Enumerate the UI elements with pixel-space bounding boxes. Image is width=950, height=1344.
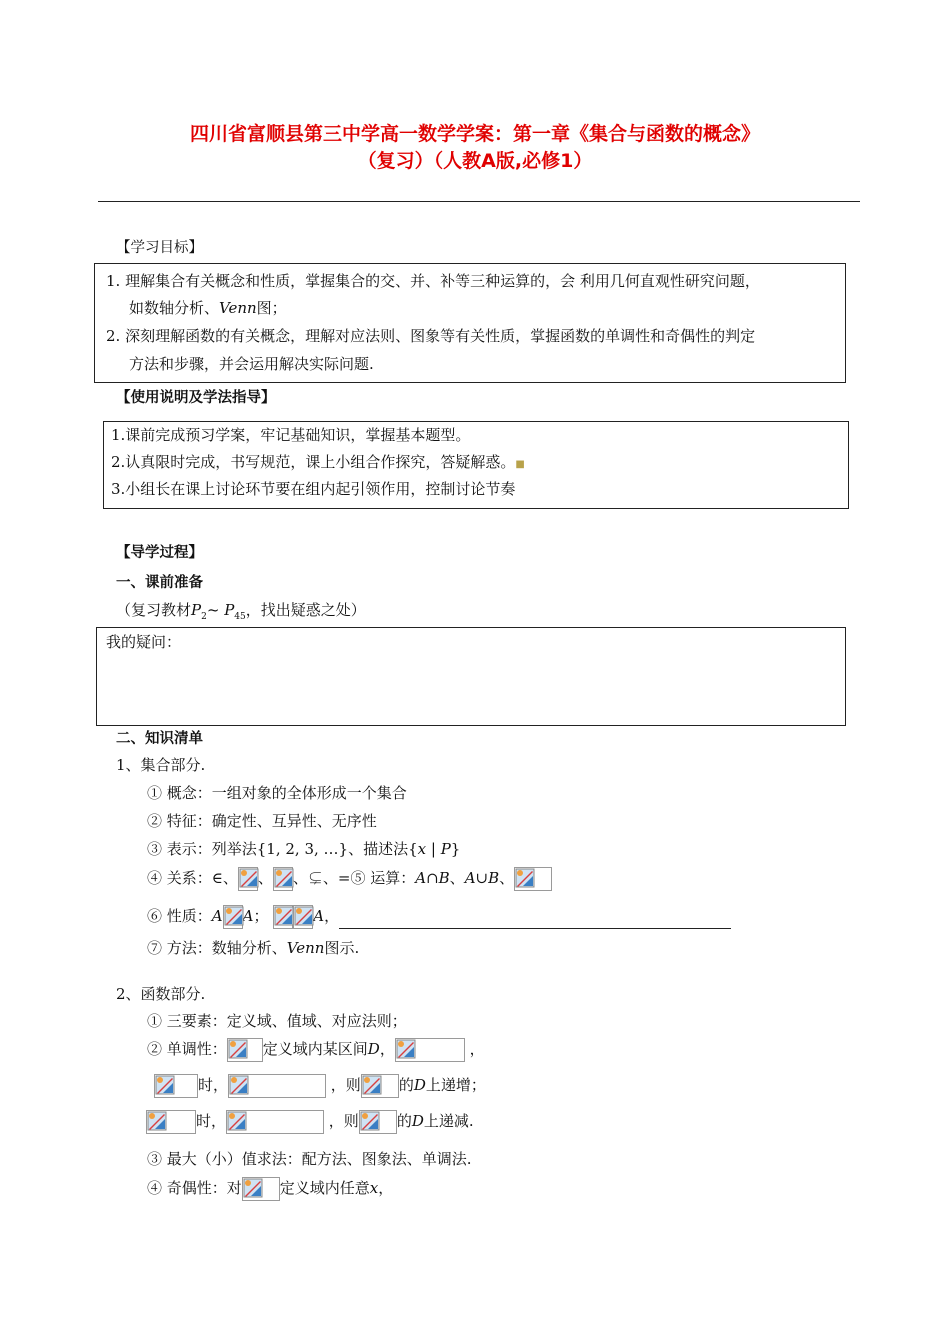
goals-item1-line2: 如数轴分析、Venn图； <box>129 299 287 317</box>
sets-method: ⑦ 方法：数轴分析、Venn图示. <box>147 939 360 957</box>
broken-image-icon <box>228 1074 326 1098</box>
sets-concept: ① 概念：一组对象的全体形成一个集合 <box>147 784 407 802</box>
broken-image-icon <box>223 905 243 929</box>
section-knowledge: 二、知识清单 <box>116 731 203 747</box>
document-title-line1: 四川省富顺县第三中学高一数学学案：第一章《集合与函数的概念》 <box>189 123 760 145</box>
goals-item2-line1: 2. 深刻理解函数的有关概念，理解对应法则、图象等有关性质，掌握函数的单调性和奇偶性的判定 <box>106 327 756 345</box>
usage-item-1: 1.课前完成预习学案，牢记基础知识，掌握基本题型。 <box>111 426 471 444</box>
broken-image-icon <box>293 905 313 929</box>
broken-image-icon <box>242 1177 280 1201</box>
broken-image-icon <box>273 905 293 929</box>
functions-heading: 2、函数部分. <box>116 985 206 1003</box>
broken-image-icon <box>359 1110 397 1134</box>
fill-in-blank[interactable] <box>339 914 731 929</box>
broken-image-icon <box>146 1110 196 1134</box>
functions-extreme-values: ③ 最大（小）值求法：配方法、图象法、单调法. <box>147 1150 472 1168</box>
goals-item2-line2: 方法和步骤，并会运用解决实际问题. <box>129 355 374 373</box>
review-note: （复习教材$P_2\sim$ $P_{45}$，找出疑惑之处） <box>116 601 366 622</box>
functions-three-elements: ① 三要素：定义域、值域、对应法则； <box>147 1012 407 1030</box>
broken-image-icon <box>238 867 258 891</box>
question-box[interactable] <box>96 627 846 726</box>
broken-image-icon <box>361 1074 399 1098</box>
broken-image-icon <box>273 867 293 891</box>
sets-properties: ⑥ 性质：A A； A， <box>147 905 731 929</box>
broken-image-icon <box>227 1038 263 1062</box>
sets-representation: ③ 表示：列举法{1, 2, 3, …}、描述法{x | P} <box>147 840 461 858</box>
usage-item-3: 3.小组长在课上讨论环节要在组内起引领作用，控制讨论节奏 <box>111 480 516 498</box>
usage-item-2: 2.认真限时完成，书写规范，课上小组合作探究，答疑解惑。■ <box>111 453 525 471</box>
sets-heading: 1、集合部分. <box>116 756 206 774</box>
section-preparation: 一、课前准备 <box>116 575 203 591</box>
functions-increasing: 时， ，则 的D上递增； <box>154 1074 486 1098</box>
functions-monotonicity: ② 单调性： 定义域内某区间D， ， <box>147 1038 485 1062</box>
broken-image-icon <box>395 1038 465 1062</box>
process-heading: 【导学过程】 <box>116 545 203 561</box>
broken-image-icon <box>154 1074 198 1098</box>
goals-item1-line1: 1. 理解集合有关概念和性质，掌握集合的交、并、补等三种运算的，会 利用几何直观性研究问题， <box>106 272 760 290</box>
document-title-line2: （复习）（人教A版,必修1） <box>357 150 593 172</box>
usage-heading: 【使用说明及学法指导】 <box>116 390 276 406</box>
broken-image-icon <box>514 867 552 891</box>
stray-dot-mark: ■ <box>515 459 525 470</box>
functions-decreasing: 时， ，则 的D上递减. <box>146 1110 474 1134</box>
goals-heading: 【学习目标】 <box>116 240 203 256</box>
functions-parity: ④ 奇偶性：对 定义域内任意x， <box>147 1177 393 1201</box>
sets-relation-operations: ④ 关系：∈、 、 、⊊、=⑤ 运算：A∩B、A∪B、 <box>147 867 552 891</box>
title-divider <box>98 201 860 202</box>
question-label: 我的疑问： <box>106 633 182 651</box>
sets-feature: ② 特征：确定性、互异性、无序性 <box>147 812 377 830</box>
broken-image-icon <box>226 1110 324 1134</box>
